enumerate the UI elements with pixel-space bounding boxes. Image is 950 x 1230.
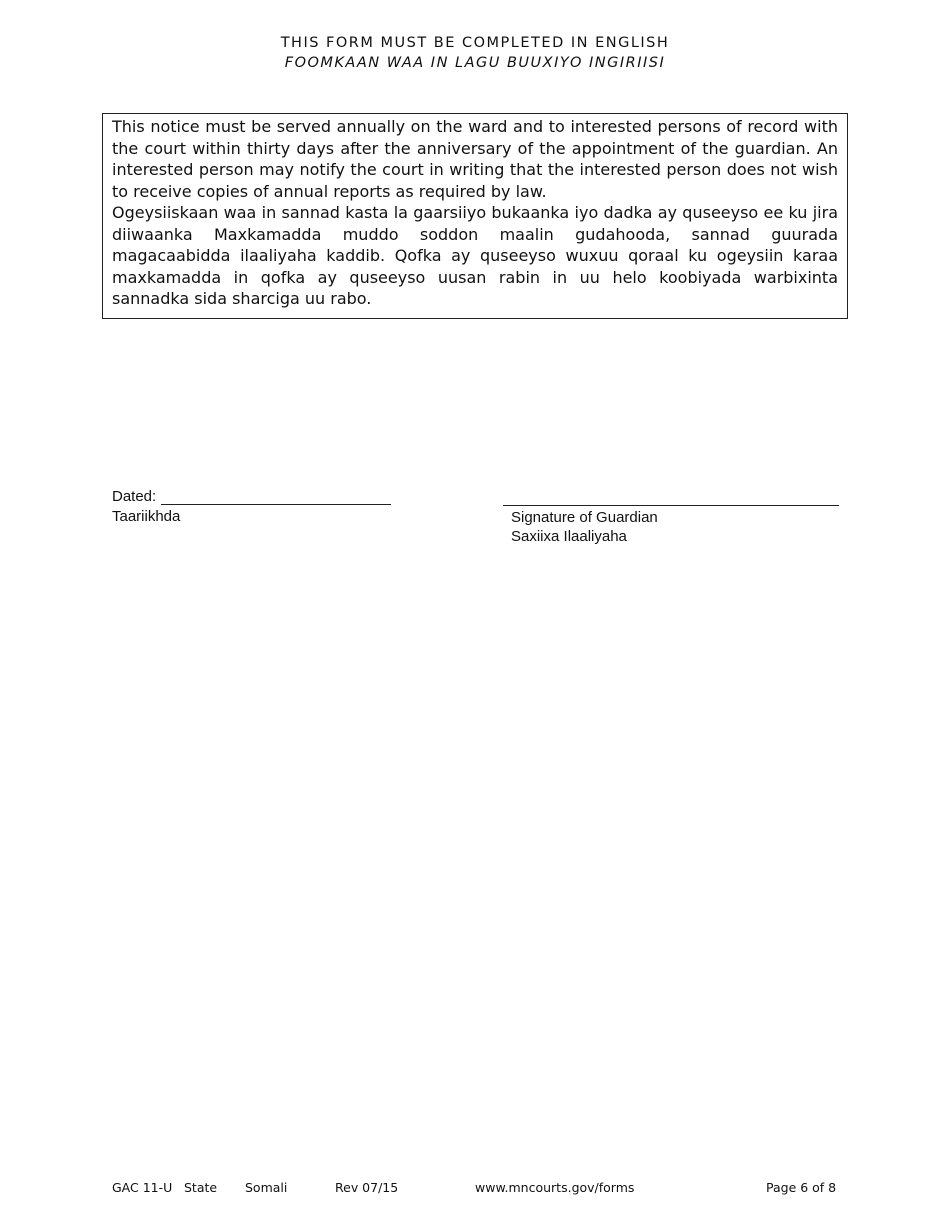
notice-text-somali: Ogeysiiskaan waa in sannad kasta la gaarsiiyo bukaanka iyo dadka ay quseeyso ee ku jira diiwaanka Maxkamadda muddo soddon maalin gudahooda, sannad guurada magacaabidda ilaaliyaha kaddib. Qofka ay quseeyso wuxuu qoraal ku ogeysiin karaa maxkamadda in qofka ay quseeyso uusan rabin in uu helo koobiyada warbixinta sannadka sida sharciga uu rabo.: [112, 203, 838, 308]
footer-jurisdiction: State: [184, 1180, 218, 1195]
signature-input-line[interactable]: [503, 505, 839, 506]
form-language-notice: THIS FORM MUST BE COMPLETED IN ENGLISH: [280, 35, 670, 51]
dated-label: Dated:: [112, 488, 157, 505]
notice-box: [102, 113, 848, 319]
dated-input-line[interactable]: [161, 504, 391, 505]
signature-label: Signature of Guardian: [511, 509, 658, 526]
footer-form-code: GAC 11-U: [112, 1180, 173, 1195]
dated-label-somali: Taariikhda: [112, 508, 181, 525]
footer-revision: Rev 07/15: [335, 1180, 399, 1195]
footer-url: www.mncourts.gov/forms: [475, 1180, 635, 1195]
notice-text-english: This notice must be served annually on the ward and to interested persons of record with the court within thirty days after the anniversary of the appointment of the guardian. An interested person may notify the court in writing that the interested person does not wish to receive copies of annual reports as required by law.: [112, 117, 838, 201]
signature-label-somali: Saxiixa Ilaaliyaha: [511, 528, 627, 545]
form-language-notice-somali: FOOMKAAN WAA IN LAGU BUUXIYO INGIRIISI: [284, 55, 666, 71]
footer-page-number: Page 6 of 8: [766, 1180, 837, 1195]
footer-language: Somali: [245, 1180, 288, 1195]
